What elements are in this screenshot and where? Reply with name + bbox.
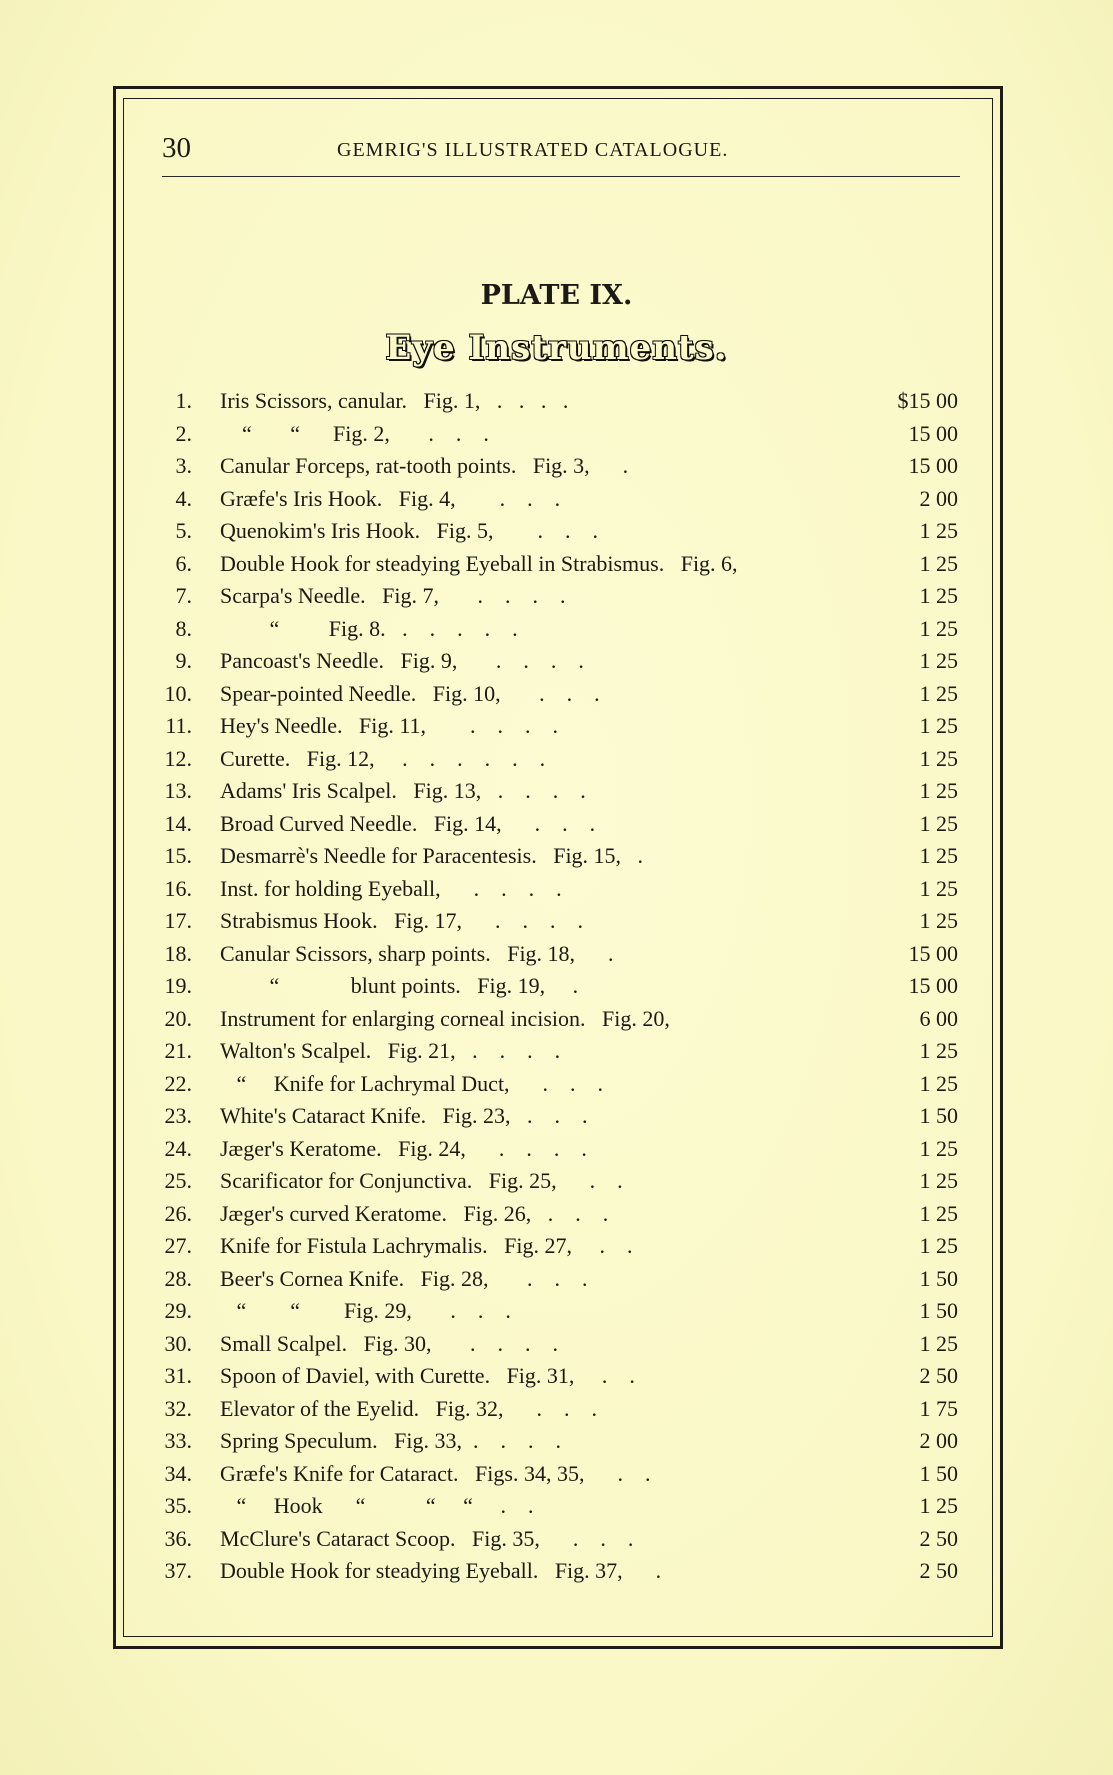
section-title: Eye Instruments. [385,328,728,368]
list-item [0,1201,1113,1231]
item-description: Græfe's Iris Hook. Fig. 4, . . . [220,485,561,511]
item-description: Beer's Cornea Knife. Fig. 28, . . . [220,1265,588,1291]
list-item [0,1006,1113,1036]
item-description: Jæger's Keratome. Fig. 24, . . . . [220,1135,587,1161]
item-number: 17. [164,908,192,933]
item-description: “ “ Fig. 29, . . . [220,1298,511,1323]
item-price: 1 25 [919,680,958,706]
list-item [0,908,1113,938]
item-number: 19. [164,973,192,998]
item-number: 28. [164,1265,192,1291]
item-number: 6. [175,550,192,576]
item-description: Scarpa's Needle. Fig. 7, . . . . [220,583,566,608]
item-price: 1 50 [919,1298,958,1323]
item-number: 1. [175,388,192,413]
item-price: 2 50 [919,1363,958,1388]
list-item [0,583,1113,613]
list-item [0,713,1113,743]
list-item [0,388,1113,418]
item-number: 4. [175,485,192,511]
item-description: Double Hook for steadying Eyeball. Fig. 37, . [220,1558,662,1583]
item-description: “ blunt points. Fig. 19, . [220,973,579,998]
item-number: 16. [164,875,192,901]
item-number: 27. [164,1233,192,1258]
item-description: Pancoast's Needle. Fig. 9, . . . . [220,648,584,673]
item-number: 36. [164,1525,192,1551]
item-description: “ “ Fig. 2, . . . [220,420,489,446]
item-description: Jæger's curved Keratome. Fig. 26, . . . [220,1200,609,1226]
item-price: 1 25 [919,1493,958,1518]
item-price: 1 75 [919,1395,958,1421]
list-item [0,648,1113,678]
item-number: 34. [164,1460,192,1486]
list-item [0,973,1113,1003]
list-item [0,518,1113,548]
item-price: 1 25 [919,1200,958,1226]
list-item [0,551,1113,581]
item-price: 1 25 [919,583,958,608]
item-number: 14. [164,810,192,836]
item-number: 10. [164,680,192,706]
item-number: 15. [164,843,192,868]
item-number: 20. [164,1005,192,1031]
item-price: 6 00 [919,1005,958,1031]
item-description: Desmarrè's Needle for Paracentesis. Fig. 15, . [220,843,644,868]
page-header [162,132,960,177]
item-price: 1 25 [919,1330,958,1356]
list-item [0,681,1113,711]
item-price: 15 00 [908,420,958,446]
item-description: Quenokim's Iris Hook. Fig. 5, . . . [220,518,598,543]
item-number: 3. [175,453,192,478]
item-description: Hey's Needle. Fig. 11, . . . . [220,713,559,738]
list-item [0,778,1113,808]
item-number: 24. [164,1135,192,1161]
page-number: 30 [162,132,191,164]
item-description: Spring Speculum. Fig. 33, . . . . [220,1428,562,1453]
list-item [0,1233,1113,1263]
item-price: 1 25 [919,810,958,836]
item-price: 1 25 [919,908,958,933]
list-item [0,746,1113,776]
item-number: 30. [164,1330,192,1356]
list-item [0,421,1113,451]
item-description: Canular Forceps, rat-tooth points. Fig. 3, . [220,453,629,478]
item-number: 31. [164,1363,192,1388]
item-description: Walton's Scalpel. Fig. 21, . . . . [220,1038,561,1063]
item-number: 12. [164,745,192,771]
list-item [0,1331,1113,1361]
item-description: Spoon of Daviel, with Curette. Fig. 31, . . [220,1363,635,1388]
list-item [0,1168,1113,1198]
item-number: 18. [164,940,192,966]
list-item [0,1266,1113,1296]
item-number: 2. [175,420,192,446]
item-number: 25. [164,1168,192,1193]
list-item [0,941,1113,971]
list-item [0,1363,1113,1393]
item-description: Elevator of the Eyelid. Fig. 32, . . . [220,1395,597,1421]
item-number: 22. [164,1070,192,1096]
item-description: “ Hook “ “ “ . . [220,1493,534,1518]
list-item [0,1136,1113,1166]
item-price: 1 25 [919,778,958,803]
item-description: Iris Scissors, canular. Fig. 1, . . . . [220,388,569,413]
item-description: “ Fig. 8. . . . . . [220,615,518,641]
item-description: White's Cataract Knife. Fig. 23, . . . [220,1103,588,1128]
item-description: Double Hook for steadying Eyeball in Strabismus. Fig. 6, [220,550,738,576]
list-item [0,876,1113,906]
item-number: 8. [175,615,192,641]
item-price: 1 50 [919,1265,958,1291]
item-price: 15 00 [908,973,958,998]
item-number: 11. [165,713,192,738]
item-number: 35. [164,1493,192,1518]
list-item [0,1038,1113,1068]
item-number: 33. [164,1428,192,1453]
item-description: Instrument for enlarging corneal incision. Fig. 20, [220,1005,670,1031]
item-description: Canular Scissors, sharp points. Fig. 18, . [220,940,614,966]
list-item [0,811,1113,841]
item-description: Broad Curved Needle. Fig. 14, . . . [220,810,596,836]
item-price: 1 25 [919,745,958,771]
item-number: 23. [164,1103,192,1128]
list-item [0,1493,1113,1523]
item-price: 1 25 [919,843,958,868]
list-item [0,1071,1113,1101]
item-number: 37. [164,1558,192,1583]
item-price: 1 25 [919,1070,958,1096]
list-item [0,1396,1113,1426]
item-price: 2 00 [919,1428,958,1453]
item-number: 5. [175,518,192,543]
item-price: 1 25 [919,1168,958,1193]
item-price: 1 25 [919,713,958,738]
item-description: McClure's Cataract Scoop. Fig. 35, . . . [220,1525,634,1551]
list-item [0,1558,1113,1588]
item-price: 15 00 [908,453,958,478]
item-number: 26. [164,1200,192,1226]
item-description: “ Knife for Lachrymal Duct, . . . [220,1070,604,1096]
item-description: Scarificator for Conjunctiva. Fig. 25, . . [220,1168,623,1193]
item-number: 7. [175,583,192,608]
item-description: Spear-pointed Needle. Fig. 10, . . . [220,680,600,706]
item-description: Curette. Fig. 12, . . . . . . [220,745,546,771]
list-item [0,1428,1113,1458]
item-price: 1 25 [919,1038,958,1063]
running-title: GEMRIG'S ILLUSTRATED CATALOGUE. [337,139,729,161]
item-number: 13. [164,778,192,803]
item-number: 21. [164,1038,192,1063]
list-item [0,1298,1113,1328]
item-price: $15 00 [897,388,958,413]
item-price: 1 25 [919,518,958,543]
list-item [0,1526,1113,1556]
list-item [0,616,1113,646]
item-price: 1 25 [919,1233,958,1258]
list-item [0,1461,1113,1491]
list-item [0,843,1113,873]
item-price: 1 25 [919,615,958,641]
item-number: 32. [164,1395,192,1421]
item-price: 15 00 [908,940,958,966]
item-price: 1 25 [919,1135,958,1161]
item-description: Græfe's Knife for Cataract. Figs. 34, 35, . . [220,1460,651,1486]
item-price: 1 50 [919,1460,958,1486]
item-description: Inst. for holding Eyeball, . . . . [220,875,562,901]
item-description: Adams' Iris Scalpel. Fig. 13, . . . . [220,778,586,803]
item-description: Strabismus Hook. Fig. 17, . . . . [220,908,584,933]
list-item [0,1103,1113,1133]
item-description: Knife for Fistula Lachrymalis. Fig. 27, . . [220,1233,633,1258]
item-price: 2 50 [919,1558,958,1583]
item-price: 2 50 [919,1525,958,1551]
item-number: 9. [175,648,192,673]
plate-title: PLATE IX. [480,280,633,311]
item-price: 1 50 [919,1103,958,1128]
item-price: 1 25 [919,875,958,901]
item-number: 29. [164,1298,192,1323]
item-price: 1 25 [919,648,958,673]
item-price: 2 00 [919,485,958,511]
list-item [0,453,1113,483]
item-description: Small Scalpel. Fig. 30, . . . . [220,1330,558,1356]
item-price: 1 25 [919,550,958,576]
list-item [0,486,1113,516]
